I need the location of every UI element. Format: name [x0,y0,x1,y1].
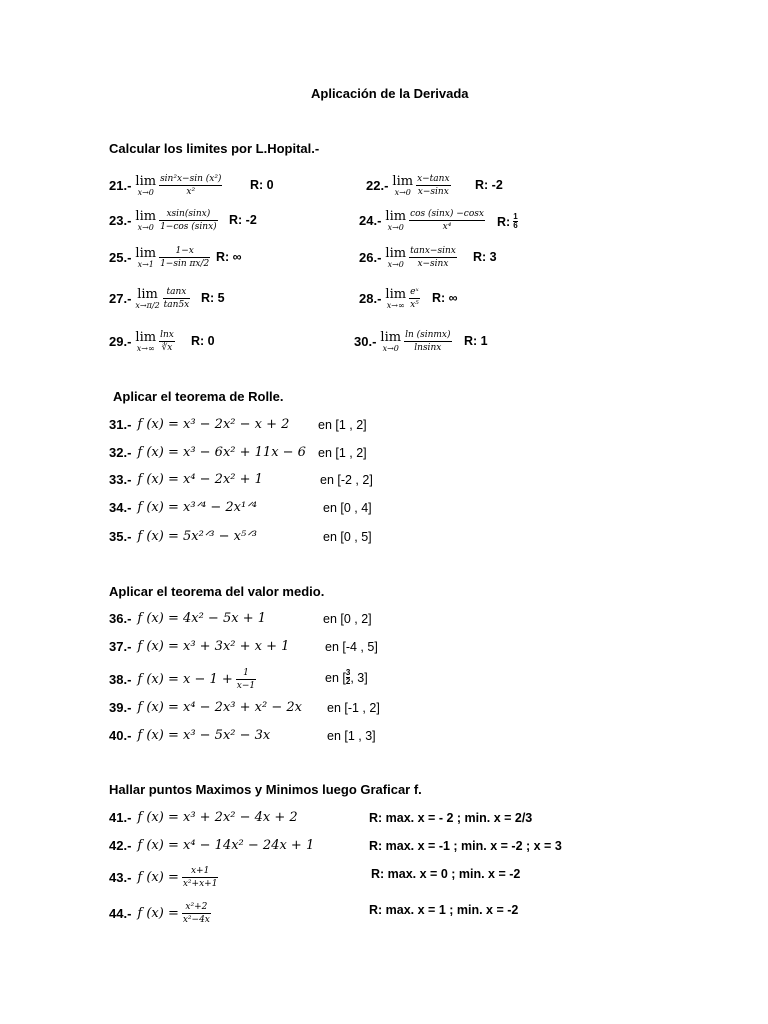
lim-word: lim [392,173,414,189]
limit-fraction [159,330,175,354]
maxmin-expression-fraction [182,866,219,890]
lim-subscript: x→∞ [136,343,155,353]
limit-fraction-denominator: x−sinx [417,187,449,198]
limit-item [109,174,222,198]
limit-result-text: R: -2 [229,213,257,227]
valor-medio-item [109,639,289,654]
limit-fraction [163,287,191,311]
limit-fraction-denominator: lnsinx [414,343,442,354]
lim-subscript: x→0 [382,343,399,353]
section-heading-maxmin: Hallar puntos Maximos y Minimos luego Graficar f. [109,782,422,797]
rolle-number: 33.- [109,472,132,487]
rolle-item [109,445,306,460]
maxmin-expression: f (x) = x³ + 2x² − 4x + 2 [137,810,298,825]
rolle-number: 31.- [109,417,132,432]
limit-fraction-denominator: x⁵ [410,300,419,311]
valor-medio-number: 40.- [109,728,132,743]
lim-word: lim [135,208,157,224]
valor-medio-expression: f (x) = x⁴ − 2x³ + x² − 2x [137,700,302,715]
lim-subscript: x→0 [137,187,154,197]
lim-word: lim [380,329,402,345]
rolle-interval-text: en [0 , 4] [323,501,372,515]
limit-fraction-numerator: tanx [163,287,191,299]
limit-fraction-numerator: lnx [159,330,175,342]
maxmin-expression-fraction-denominator: x²+x+1 [182,879,218,890]
maxmin-number: 44.- [109,906,132,922]
limit-item [109,330,175,354]
rolle-interval-text: en [-2 , 2] [320,473,373,487]
limit-result-text: R: [497,214,511,229]
limit-number: 26.- [359,250,382,266]
valor-medio-number: 37.- [109,639,132,654]
limit-result [497,213,518,231]
limit-result [229,213,257,227]
maxmin-item [109,810,298,825]
maxmin-expression: f (x) = [137,906,179,922]
lim-operator [392,175,413,197]
limit-number: 23.- [109,213,132,229]
valor-medio-expression: f (x) = 4x² − 5x + 1 [137,611,266,626]
maxmin-result: R: max. x = -1 ; min. x = -2 ; x = 3 [369,839,562,853]
limit-result-text: R: -2 [475,178,503,192]
limit-item [366,174,451,198]
limit-result [475,178,503,192]
valor-medio-expression: f (x) = x³ + 3x² + x + 1 [137,639,290,654]
maxmin-expression: f (x) = x⁴ − 14x² − 24x + 1 [137,838,315,853]
lim-word: lim [135,329,157,345]
section-heading-rolle: Aplicar el teorema de Rolle. [113,389,284,404]
limit-fraction-numerator: sin²x−sin (x²) [159,174,222,186]
lim-operator [385,247,406,269]
limit-result-text: R: 0 [191,334,215,348]
rolle-item [109,500,257,515]
limit-result-text: R: 1 [464,334,488,348]
rolle-interval [323,501,372,515]
limit-result-text: R: 5 [201,291,225,305]
valor-medio-interval [323,612,372,626]
lim-subscript: x→1 [137,259,154,269]
lim-word: lim [385,286,407,302]
limit-fraction [404,330,451,354]
valor-medio-expression: f (x) = x³ − 5x² − 3x [137,728,271,743]
limit-result-text: R: 0 [250,178,274,192]
valor-medio-expression-fraction-denominator: x−1 [236,681,256,692]
rolle-number: 34.- [109,500,132,515]
limit-result-text: R: 3 [473,250,497,264]
limit-result [473,250,497,264]
lim-operator [385,210,406,232]
maxmin-result: R: max. x = - 2 ; min. x = 2/3 [369,811,533,825]
limit-result [191,334,215,348]
limit-fraction [159,174,222,198]
lim-operator [135,247,156,269]
limit-fraction-denominator: tan5x [163,300,190,311]
section-heading-hopital: Calcular los limites por L.Hopital.- [109,141,320,156]
valor-medio-interval [325,640,378,654]
limit-result [464,334,488,348]
limit-item [359,287,420,311]
limit-result [216,250,242,264]
limit-number: 28.- [359,291,382,307]
limit-number: 24.- [359,213,382,229]
valor-medio-interval-text: en [-1 , 2] [327,701,380,715]
rolle-item [109,529,257,544]
rolle-interval-text: en [1 , 2] [318,418,367,432]
maxmin-result: R: max. x = 1 ; min. x = -2 [369,903,519,917]
limit-item [359,209,485,233]
rolle-expression: f (x) = x³ − 6x² + 11x − 6 [137,445,306,460]
limit-number: 27.- [109,291,132,307]
maxmin-number: 42.- [109,838,132,853]
limit-fraction [409,246,457,270]
valor-medio-interval-text: en [1 , 3] [327,729,376,743]
limit-result-text: R: ∞ [432,291,458,305]
rolle-interval [318,446,367,460]
valor-medio-interval-text: en [0 , 2] [323,612,372,626]
valor-medio-expression-fraction-numerator: 1 [236,668,256,680]
lim-word: lim [135,173,157,189]
valor-medio-number: 36.- [109,611,132,626]
limit-fraction-denominator: ∛x [161,343,173,354]
maxmin-item [109,838,314,853]
limit-fraction-denominator: x² [186,187,196,198]
rolle-item [109,472,263,487]
limit-fraction-numerator: tanx−sinx [409,246,457,258]
limit-item [109,246,210,270]
lim-subscript: x→∞ [386,300,405,310]
lim-operator [135,288,159,310]
limit-fraction-denominator: x⁴ [442,222,452,233]
rolle-interval [318,418,367,432]
limit-fraction-numerator: cos (sinx) −cosx [409,209,485,221]
maxmin-expression-fraction [182,902,211,926]
valor-medio-interval-text: en [-4 , 5] [325,640,378,654]
limit-fraction-numerator: ln (sinmx) [404,330,451,342]
rolle-expression: f (x) = x³ᐟ⁴ − 2x¹ᐟ⁴ [137,500,257,515]
limit-result-fraction-numerator: 1 [513,212,518,221]
limit-fraction-denominator: 1−cos (sinx) [160,222,217,233]
lim-word: lim [135,245,157,261]
lim-operator [135,331,156,353]
lim-operator [135,210,156,232]
limit-fraction-denominator: x−sinx [417,259,449,270]
limit-fraction-numerator: eˣ [409,287,420,299]
lim-operator [135,175,156,197]
valor-medio-item [109,700,302,715]
limit-number: 22.- [366,178,389,194]
valor-medio-interval [327,729,376,743]
lim-word: lim [385,245,407,261]
limit-fraction-numerator: xsin(sinx) [159,209,218,221]
rolle-item [109,417,289,432]
maxmin-result: R: max. x = 0 ; min. x = -2 [371,867,521,881]
limit-number: 29.- [109,334,132,350]
rolle-interval [320,473,373,487]
section-heading-valor-medio: Aplicar el teorema del valor medio. [109,584,325,599]
limit-item [359,246,457,270]
valor-medio-interval-start: en [ [325,670,346,685]
valor-medio-interval [325,669,368,687]
maxmin-expression-fraction-numerator: x+1 [182,866,219,878]
lim-subscript: x→0 [394,187,411,197]
limit-fraction [416,174,450,198]
limit-number: 30.- [354,334,377,350]
limit-fraction [409,287,420,311]
limit-result-text: R: ∞ [216,250,242,264]
page-title: Aplicación de la Derivada [311,86,469,101]
valor-medio-item [109,668,256,692]
valor-medio-expression: f (x) = x − 1 + [137,672,233,688]
limit-number: 25.- [109,250,132,266]
valor-medio-number: 38.- [109,672,132,688]
rolle-number: 32.- [109,445,132,460]
limit-item [109,287,190,311]
limit-result-fraction-denominator: 6 [513,221,518,231]
limit-number: 21.- [109,178,132,194]
limit-fraction [159,246,210,270]
rolle-number: 35.- [109,529,132,544]
lim-subscript: x→0 [387,259,404,269]
lim-operator [385,288,406,310]
maxmin-item [109,866,218,890]
lim-word: lim [137,286,158,302]
limit-fraction [159,209,218,233]
limit-fraction-denominator: 1−sin πx/2 [160,259,210,270]
limit-fraction-numerator: 1−x [159,246,210,258]
rolle-interval-text: en [1 , 2] [318,446,367,460]
limit-item [354,330,452,354]
rolle-interval [323,530,372,544]
maxmin-expression: f (x) = [137,870,179,886]
valor-medio-item [109,728,270,743]
limit-fraction-numerator: x−tanx [416,174,450,186]
lim-subscript: x→0 [137,222,154,232]
maxmin-number: 41.- [109,810,132,825]
rolle-expression: f (x) = x³ − 2x² − x + 2 [137,417,290,432]
maxmin-item [109,902,211,926]
valor-medio-item [109,611,266,626]
valor-medio-interval-fraction-denominator: 2 [345,677,351,687]
lim-word: lim [385,208,407,224]
rolle-expression: f (x) = 5x²ᐟ³ − x⁵ᐟ³ [137,529,257,544]
rolle-expression: f (x) = x⁴ − 2x² + 1 [137,472,263,487]
lim-operator [380,331,401,353]
valor-medio-interval-end: , 3] [350,670,368,685]
lim-subscript: x→π/2 [135,300,160,310]
maxmin-expression-fraction-denominator: x²−4x [182,915,210,926]
valor-medio-interval-fraction-numerator: 3 [345,668,351,677]
maxmin-expression-fraction-numerator: x²+2 [182,902,211,914]
limit-result-fraction [513,213,517,231]
limit-item [109,209,218,233]
valor-medio-interval [327,701,380,715]
limit-result [250,178,274,192]
rolle-interval-text: en [0 , 5] [323,530,372,544]
lim-subscript: x→0 [387,222,404,232]
valor-medio-expression-fraction [236,668,256,692]
limit-result [201,291,225,305]
limit-fraction [409,209,485,233]
maxmin-number: 43.- [109,870,132,886]
valor-medio-number: 39.- [109,700,132,715]
limit-result [432,291,458,305]
